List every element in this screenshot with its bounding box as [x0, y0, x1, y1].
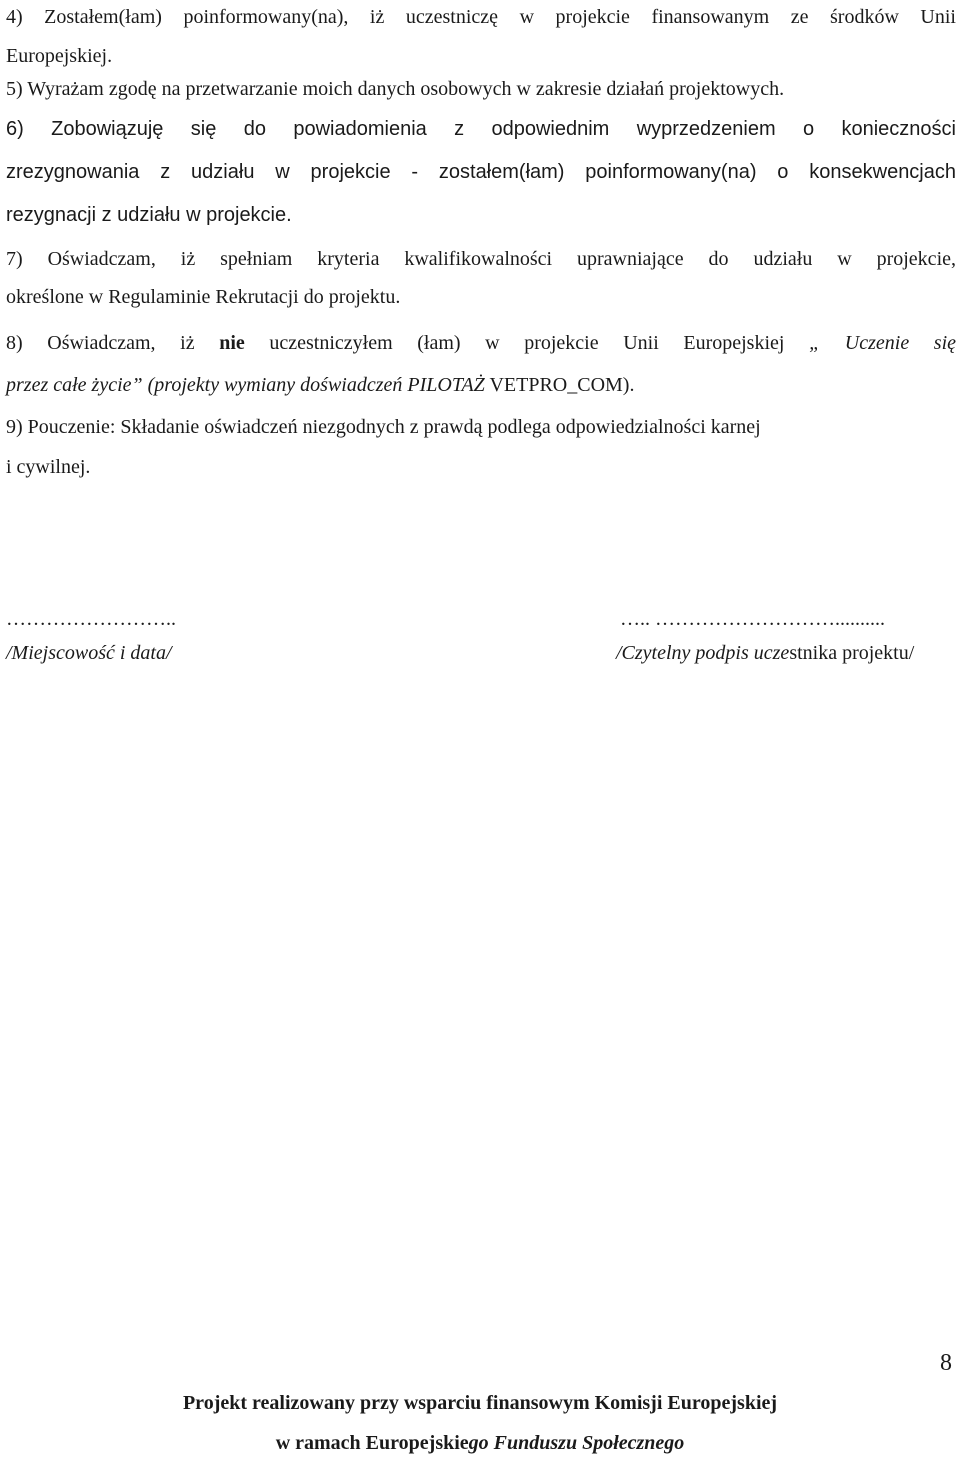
place-date-dotted-line: …………………….. [6, 608, 176, 630]
clause-8-programme-code: VETPRO_COM). [489, 374, 635, 396]
footer-line-2-italic: go Funduszu Społecznego [468, 1432, 685, 1454]
clause-4 [6, 0, 956, 76]
place-date-label: /Miejscowość i data/ [6, 642, 172, 664]
clause-8-text-a: 8) Oświadczam, iż [6, 332, 195, 354]
clause-6-line-2: zrezygnowania z udziału w projekcie - zostałem(łam) poinformowany(na) o konsekwencjach [6, 161, 956, 183]
page-number: 8 [940, 1350, 952, 1376]
clause-4-line-1: 4) Zostałem(łam) poinformowany(na), iż uczestniczę w projekcie finansowanym ze środków Unii [6, 6, 956, 28]
clause-8-line-1 [6, 322, 956, 364]
clause-8-line-2 [6, 364, 956, 406]
clause-9-line-2: i cywilnej. [6, 456, 91, 478]
clause-8 [6, 322, 956, 406]
clause-5-line-1: 5) Wyrażam zgodę na przetwarzanie moich danych osobowych w zakresie działań projektowych. [6, 78, 785, 100]
clause-6-line-3: rezygnacji z udziału w projekcie. [6, 204, 292, 226]
clause-8-programme-title-start: „ Uczenie się [809, 332, 957, 354]
clause-6-line-1: 6) Zobowiązuję się do powiadomienia z odpowiednim wyprzedzeniem o konieczności [6, 118, 956, 140]
signature-label-normal: stnika projektu/ [789, 642, 915, 664]
clause-7 [6, 240, 956, 316]
signature-dotted-line: ….. ……………………….......... [620, 608, 885, 630]
clause-9-line-1: 9) Pouczenie: Składanie oświadczeń niezgodnych z prawdą podlega odpowiedzialności karnej [6, 416, 761, 438]
clause-7-line-1: 7) Oświadczam, iż spełniam kryteria kwalifikowalności uprawniające do udziału w projekcie, [6, 248, 956, 270]
clause-8-programme-title-end: przez całe życie” (projekty wymiany doświadczeń PILOTAŻ [6, 374, 485, 396]
footer-line-1: Projekt realizowany przy wsparciu finansowym Komisji Europejskiej [182, 1392, 778, 1414]
clause-6 [6, 108, 956, 237]
clause-9 [6, 407, 956, 487]
clause-5 [6, 74, 956, 104]
clause-8-emphasis-nie: nie [219, 332, 245, 354]
clause-7-line-2: określone w Regulaminie Rekrutacji do projektu. [6, 286, 401, 308]
signature-label [616, 642, 914, 665]
footer-line-2-normal: w ramach Europejskie [275, 1432, 469, 1454]
clause-8-text-b: uczestniczyłem (łam) w projekcie Unii Europejskiej [269, 332, 785, 354]
footer-line-2 [0, 1432, 960, 1455]
signature-label-italic: /Czytelny podpis ucze [616, 642, 790, 664]
clause-4-line-2: Europejskiej. [6, 45, 113, 67]
